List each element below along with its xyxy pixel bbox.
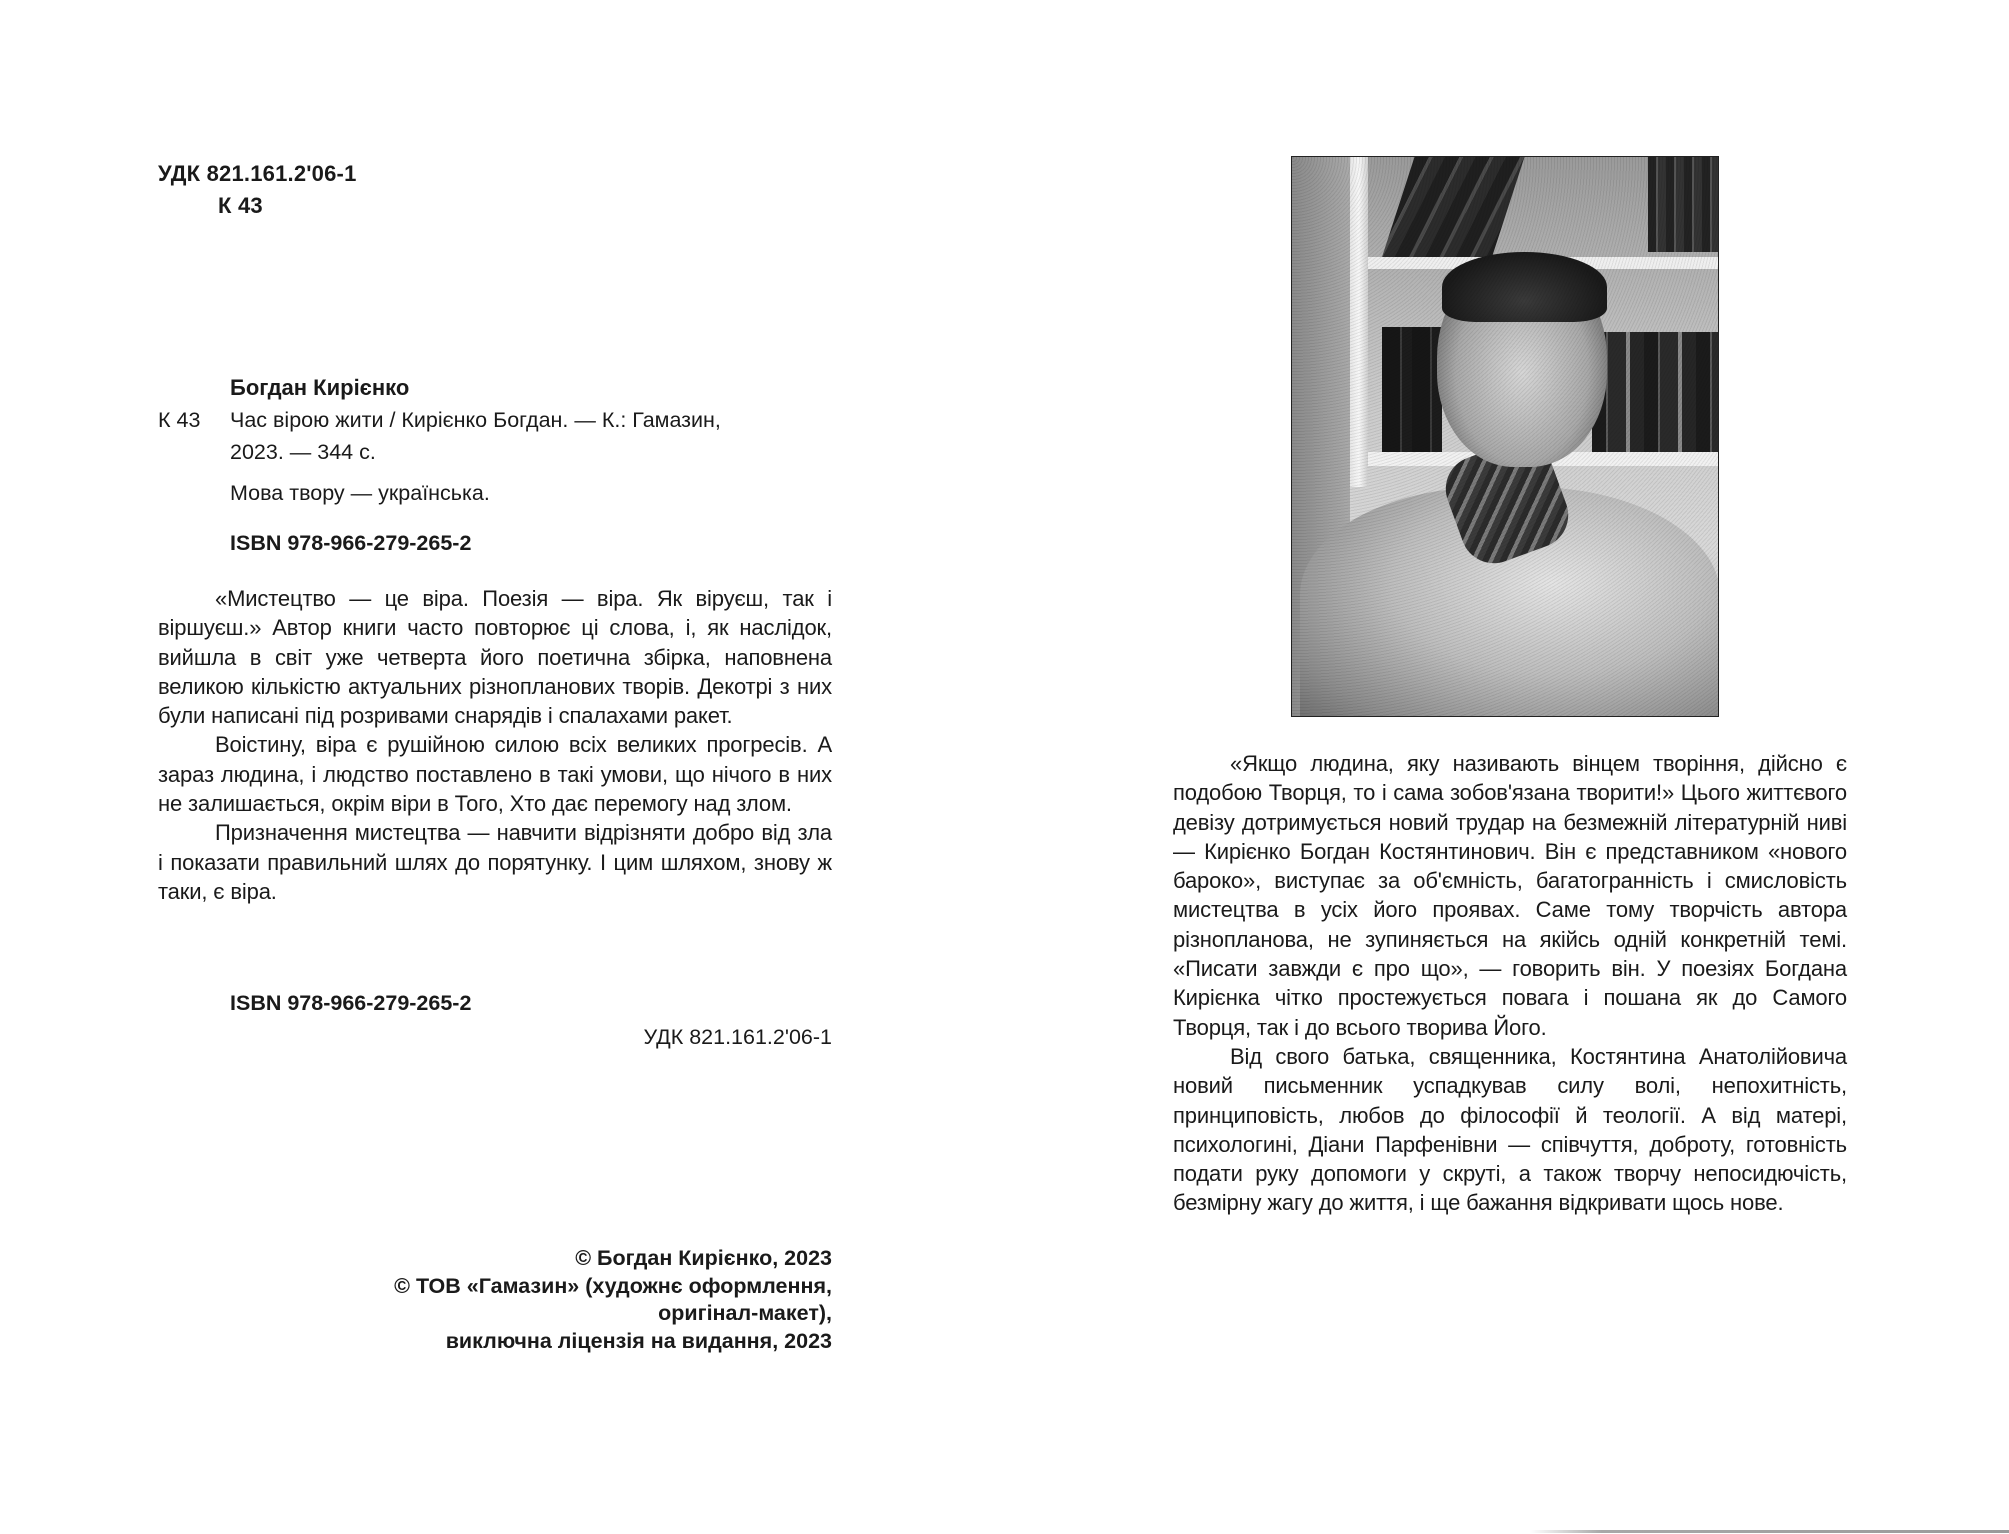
portrait-halftone: [1292, 157, 1718, 716]
catalog-isbn: ISBN 978-966-279-265-2: [230, 531, 472, 555]
annotation-paragraph: Призначення мистецтва — навчити відрізняти добро від зла і показати правильний шлях до порятунку. І цим шляхом, знову ж таки, є віра.: [158, 820, 832, 904]
annotation: [158, 584, 832, 906]
bio-paragraph: Від свого батька, священника, Костянтина Анатолійовича новий письменник успадкував силу волі, непохитність, принциповість, любов до філософії й теології. А від матері, психологині, Діани Парфенівни — співчуття, доброту, готовність подати руку допомоги у скруті, а також творчу непосидючість, безмірну жагу до життя, і ще бажання відкривати щось нове.: [1173, 1043, 1847, 1216]
copyright-line: © Богдан Кирієнко, 2023: [575, 1246, 832, 1270]
copyright-line: виключна ліцензія на видання, 2023: [445, 1328, 832, 1353]
catalog-title: [230, 404, 832, 468]
catalog-author: Богдан Кирієнко: [230, 375, 410, 400]
catalog-title-line-1: Час вірою жити / Кирієнко Богдан. — К.: Гамазин,: [230, 408, 721, 432]
author-mark: К 43: [218, 193, 263, 218]
annotation-paragraph: «Мистецтво — це віра. Поезія — віра. Як віруєш, так і віршуєш.» Автор книги часто повторює ці слова, і, як наслідок, вийшла в світ уже четверта його поетична збірка, наповнена великою кількістю актуальних різнопланових творів. Декотрі з них були написані під розривами снарядів і спалахами ракет.: [158, 586, 832, 729]
author-portrait: [1291, 156, 1719, 717]
udc-code: УДК 821.161.2'06-1: [158, 161, 357, 186]
author-bio: [1173, 749, 1847, 1218]
catalog-entry-row: [158, 404, 832, 468]
catalog-language: Мова твору — українська.: [230, 481, 490, 505]
catalog-code: К 43: [158, 408, 201, 432]
udc-footer: УДК 821.161.2'06-1: [643, 1025, 832, 1049]
scan-edge-line: [1530, 1530, 2009, 1533]
annotation-paragraph: Воістину, віра є рушійною силою всіх великих прогресів. А зараз людина, і людство поставлено в такі умови, що нічого в них не залишається, окрім віри в Того, Хто дає перемогу над злом.: [158, 732, 832, 817]
catalog-title-line-2: 2023. — 344 с.: [230, 440, 376, 464]
copyright-line: оригінал-макет),: [658, 1301, 832, 1325]
left-page-imprint: [0, 0, 1004, 1534]
bio-paragraph: «Якщо людина, яку називають вінцем творіння, дійсно є подобою Творця, то і сама зобов'язана творити!» Цього життєвого девізу дотримується новий трудар на безмежній літературній ниві — Кирієнко Богдан Костянтинович. Він є представником «нового бароко», виступає за об'ємність, багатогранність і смисловість мистецтва в усіх його проявах. Саме тому творчість автора різнопланова, не зупиняється на якійсь одній конкретній темі. «Писати завжди є про що», — говорить він. У поезіях Богдана Кирієнка чітко простежується повага і пошана як до Самого Творця, так і до всього творива Його.: [1173, 751, 1847, 1040]
isbn-footer: ISBN 978-966-279-265-2: [230, 991, 472, 1015]
right-page-author: [1004, 0, 2009, 1534]
udc-header: [158, 158, 357, 222]
copyright-line: © ТОВ «Гамазин» (художнє оформлення,: [394, 1273, 832, 1298]
catalog-entry: [158, 372, 832, 559]
copyright-block: [394, 1245, 832, 1355]
